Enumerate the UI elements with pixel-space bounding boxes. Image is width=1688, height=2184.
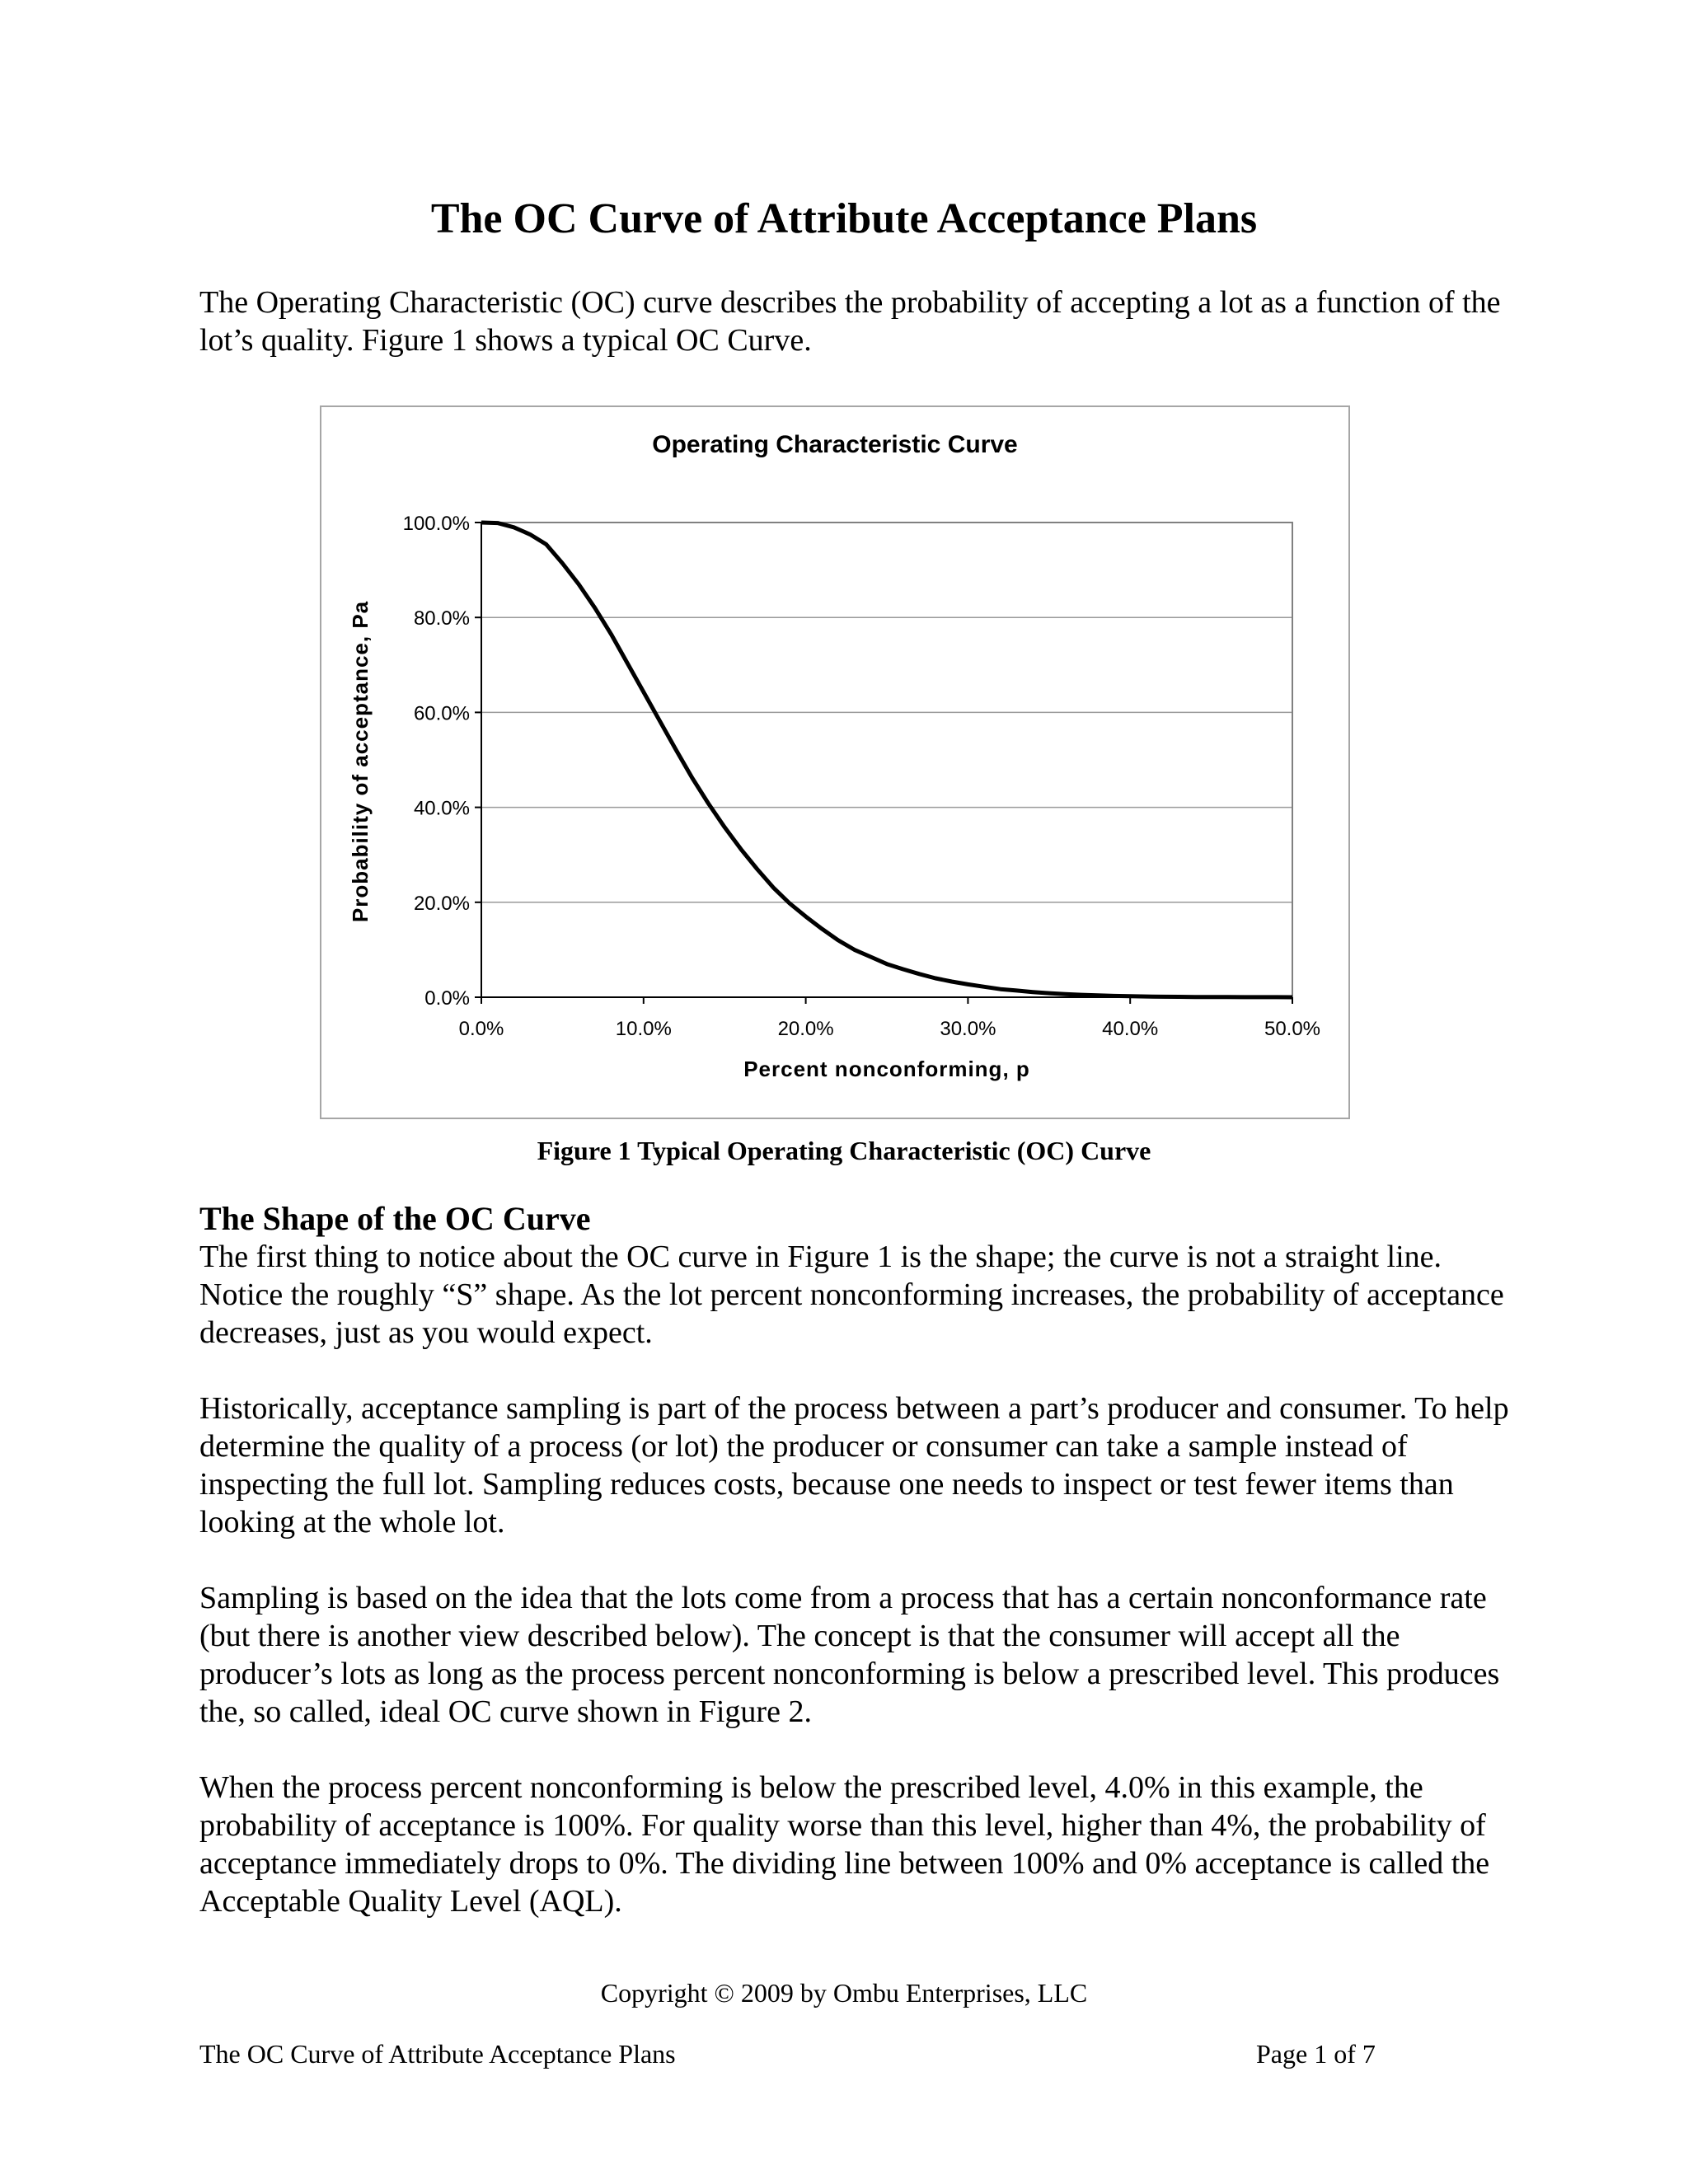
y-tick-label: 40.0% [413, 797, 470, 820]
copyright-notice: Copyright © 2009 by Ombu Enterprises, LLC [600, 1978, 1088, 2008]
y-tick-label: 100.0% [402, 513, 470, 535]
axis-ticks [403, 513, 1320, 1040]
y-tick-label: 80.0% [413, 607, 470, 630]
y-tick-label: 0.0% [424, 987, 470, 1010]
y-axis-label: Probability of acceptance, Pa [348, 600, 373, 923]
x-tick-label: 0.0% [458, 1018, 504, 1040]
body-paragraph: When the process percent nonconforming is below the prescribed level, 4.0% in this example, the probability of acceptance is 100%. For quality worse than this level, higher than 4%, the probability of acceptance immediately drops to 0%. The dividing line between 100% and 0% acceptance is called the Acceptable Quality Level (AQL). [199, 1770, 1490, 1919]
body-paragraph: The first thing to notice about the OC curve in Figure 1 is the shape; the curve is not a straight line. Notice the roughly “S” shape. As the lot percent nonconforming increases, the probability of acceptance decreases, just as you would expect. [199, 1240, 1504, 1350]
oc-chart [321, 407, 1348, 1118]
footer-document-title: The OC Curve of Attribute Acceptance Plans [199, 2039, 676, 2069]
body-paragraph: Historically, acceptance sampling is part of the process between a part’s producer and consumer. To help determine the quality of a process (or lot) the producer or consumer can take a sample instead of inspecting the full lot. Sampling reduces costs, because one needs to inspect or test fewer items than looking at the whole lot. [199, 1391, 1509, 1540]
footer-page-number: Page 1 of 7 [1256, 2039, 1376, 2069]
figure-caption: Figure 1 Typical Operating Characteristic (OC) Curve [537, 1136, 1151, 1165]
page-title: The OC Curve of Attribute Acceptance Plans [430, 195, 1258, 242]
y-tick-label: 60.0% [413, 702, 470, 725]
x-tick-label: 50.0% [1264, 1018, 1321, 1040]
oc-curve-series-line [481, 523, 1292, 997]
section-heading: The Shape of the OC Curve [199, 1200, 591, 1237]
chart-title: Operating Characteristic Curve [652, 431, 1018, 458]
x-tick-label: 40.0% [1102, 1018, 1159, 1040]
gridlines [481, 617, 1292, 902]
y-tick-label: 20.0% [413, 892, 470, 915]
plot-area [481, 523, 1292, 997]
x-tick-label: 20.0% [777, 1018, 834, 1040]
x-tick-label: 30.0% [940, 1018, 996, 1040]
x-axis-label: Percent nonconforming, p [743, 1057, 1030, 1081]
chart-figure [320, 405, 1350, 1119]
body-paragraph: Sampling is based on the idea that the lots come from a process that has a certain nonconformance rate (but there is another view described below). The concept is that the consumer will accept all the producer’s lots as long as the process percent nonconforming is below a prescribed level. This produces the, so called, ideal OC curve shown in Figure 2. [199, 1581, 1500, 1729]
intro-paragraph: The Operating Characteristic (OC) curve describes the probability of accepting a lot as a function of the lot’s quality. Figure 1 shows a typical OC Curve. [199, 285, 1501, 358]
x-tick-label: 10.0% [615, 1018, 672, 1040]
